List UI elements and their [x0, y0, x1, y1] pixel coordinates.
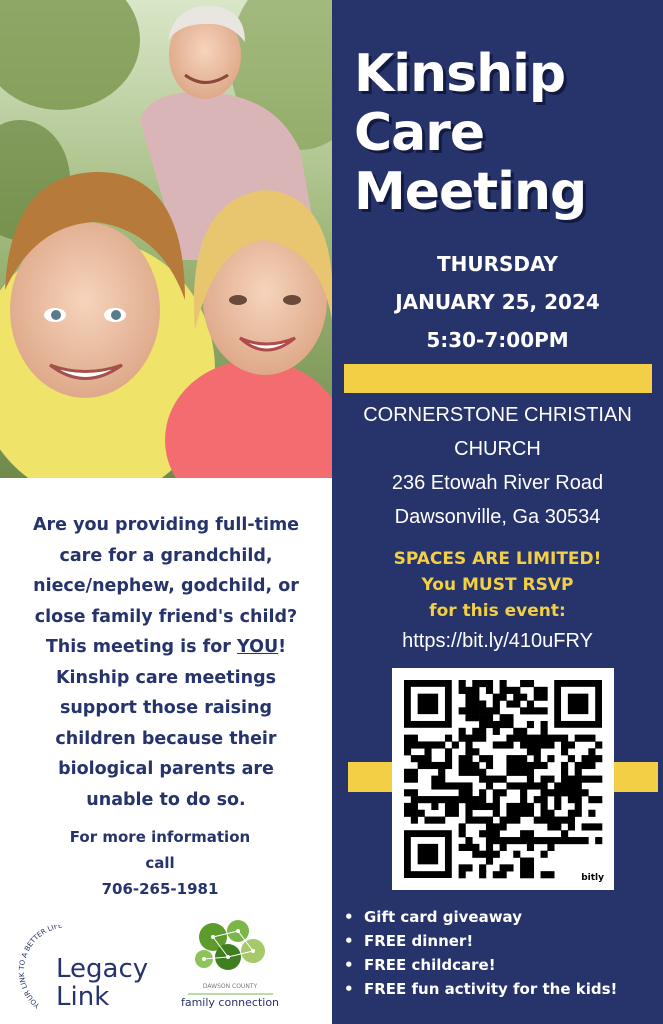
rsvp-line: SPACES ARE LIMITED!	[393, 549, 602, 569]
for-you-prefix: This meeting is for	[45, 637, 238, 657]
venue-street: 236 Etowah River Road	[391, 472, 604, 494]
yellow-divider-bar	[344, 364, 652, 393]
list-item	[344, 953, 617, 977]
legacy-link-logo	[18, 925, 168, 1015]
legacy-name: Link	[56, 982, 110, 1012]
event-day: THURSDAY	[436, 252, 559, 276]
description-line: Kinship care meetings	[55, 667, 277, 688]
description-line: care for a grandchild,	[59, 545, 273, 566]
venue-name: CHURCH	[454, 438, 541, 460]
description-text	[0, 510, 332, 815]
list-item	[344, 929, 617, 953]
rsvp-line: You MUST RSVP	[421, 575, 574, 595]
contact-phone[interactable]: 706-265-1981	[101, 880, 219, 898]
event-time: 5:30-7:00PM	[426, 328, 569, 352]
description-line: niece/nephew, godchild, or	[33, 576, 299, 596]
for-you-emphasis: YOU	[237, 637, 279, 657]
legacy-tagline: YOUR LINK TO A BETTER LIFE	[18, 925, 63, 1010]
perk-text: FREE dinner!	[364, 932, 474, 950]
for-you-suffix: !	[278, 637, 287, 657]
bullet-icon: •	[344, 980, 354, 998]
venue-name: CORNERSTONE CHRISTIAN	[363, 404, 632, 426]
rsvp-line: for this event:	[429, 601, 566, 621]
list-item	[344, 905, 617, 929]
family-connection-logo-mark	[168, 915, 293, 1015]
bitly-label: bitly	[581, 873, 604, 883]
description-line: children because their	[55, 728, 277, 749]
perk-text: FREE childcare!	[364, 956, 496, 974]
description-line: Are you providing full-time	[32, 515, 300, 535]
bullet-icon: •	[344, 956, 354, 974]
bullet-icon: •	[344, 932, 354, 950]
contact-line: For more information	[69, 828, 251, 846]
fc-county: DAWSON COUNTY	[202, 983, 258, 990]
event-date: JANUARY 25, 2024	[395, 290, 600, 314]
page-title	[354, 45, 586, 222]
perks-list	[344, 905, 617, 1001]
for-you-line	[0, 632, 332, 663]
perk-text: FREE fun activity for the kids!	[364, 980, 618, 998]
fc-name: family connection	[180, 996, 280, 1009]
venue-city: Dawsonville, Ga 30534	[394, 506, 601, 528]
rsvp-link[interactable]: https://bit.ly/410uFRY	[402, 630, 593, 652]
qr-code[interactable]	[392, 668, 614, 890]
description-line: biological parents are	[58, 759, 274, 779]
family-photo	[0, 0, 332, 478]
title-line: Care	[354, 103, 485, 163]
legacy-link-logo-mark	[18, 925, 168, 1015]
family-photo-illustration	[0, 0, 332, 478]
family-connection-logo	[168, 915, 293, 1015]
perk-text: Gift card giveaway	[364, 908, 522, 926]
title-line: Kinship	[354, 44, 566, 104]
title-line: Meeting	[354, 162, 587, 222]
description-line: close family friend's child?	[34, 606, 298, 627]
bullet-icon: •	[344, 908, 354, 926]
description-line: unable to do so.	[86, 789, 246, 810]
qr-code-icon	[392, 668, 614, 890]
list-item	[344, 977, 617, 1001]
contact-line: call	[145, 854, 175, 872]
contact-info	[0, 824, 320, 902]
legacy-name: Legacy	[56, 954, 149, 984]
description-line: support those raising	[59, 698, 273, 718]
